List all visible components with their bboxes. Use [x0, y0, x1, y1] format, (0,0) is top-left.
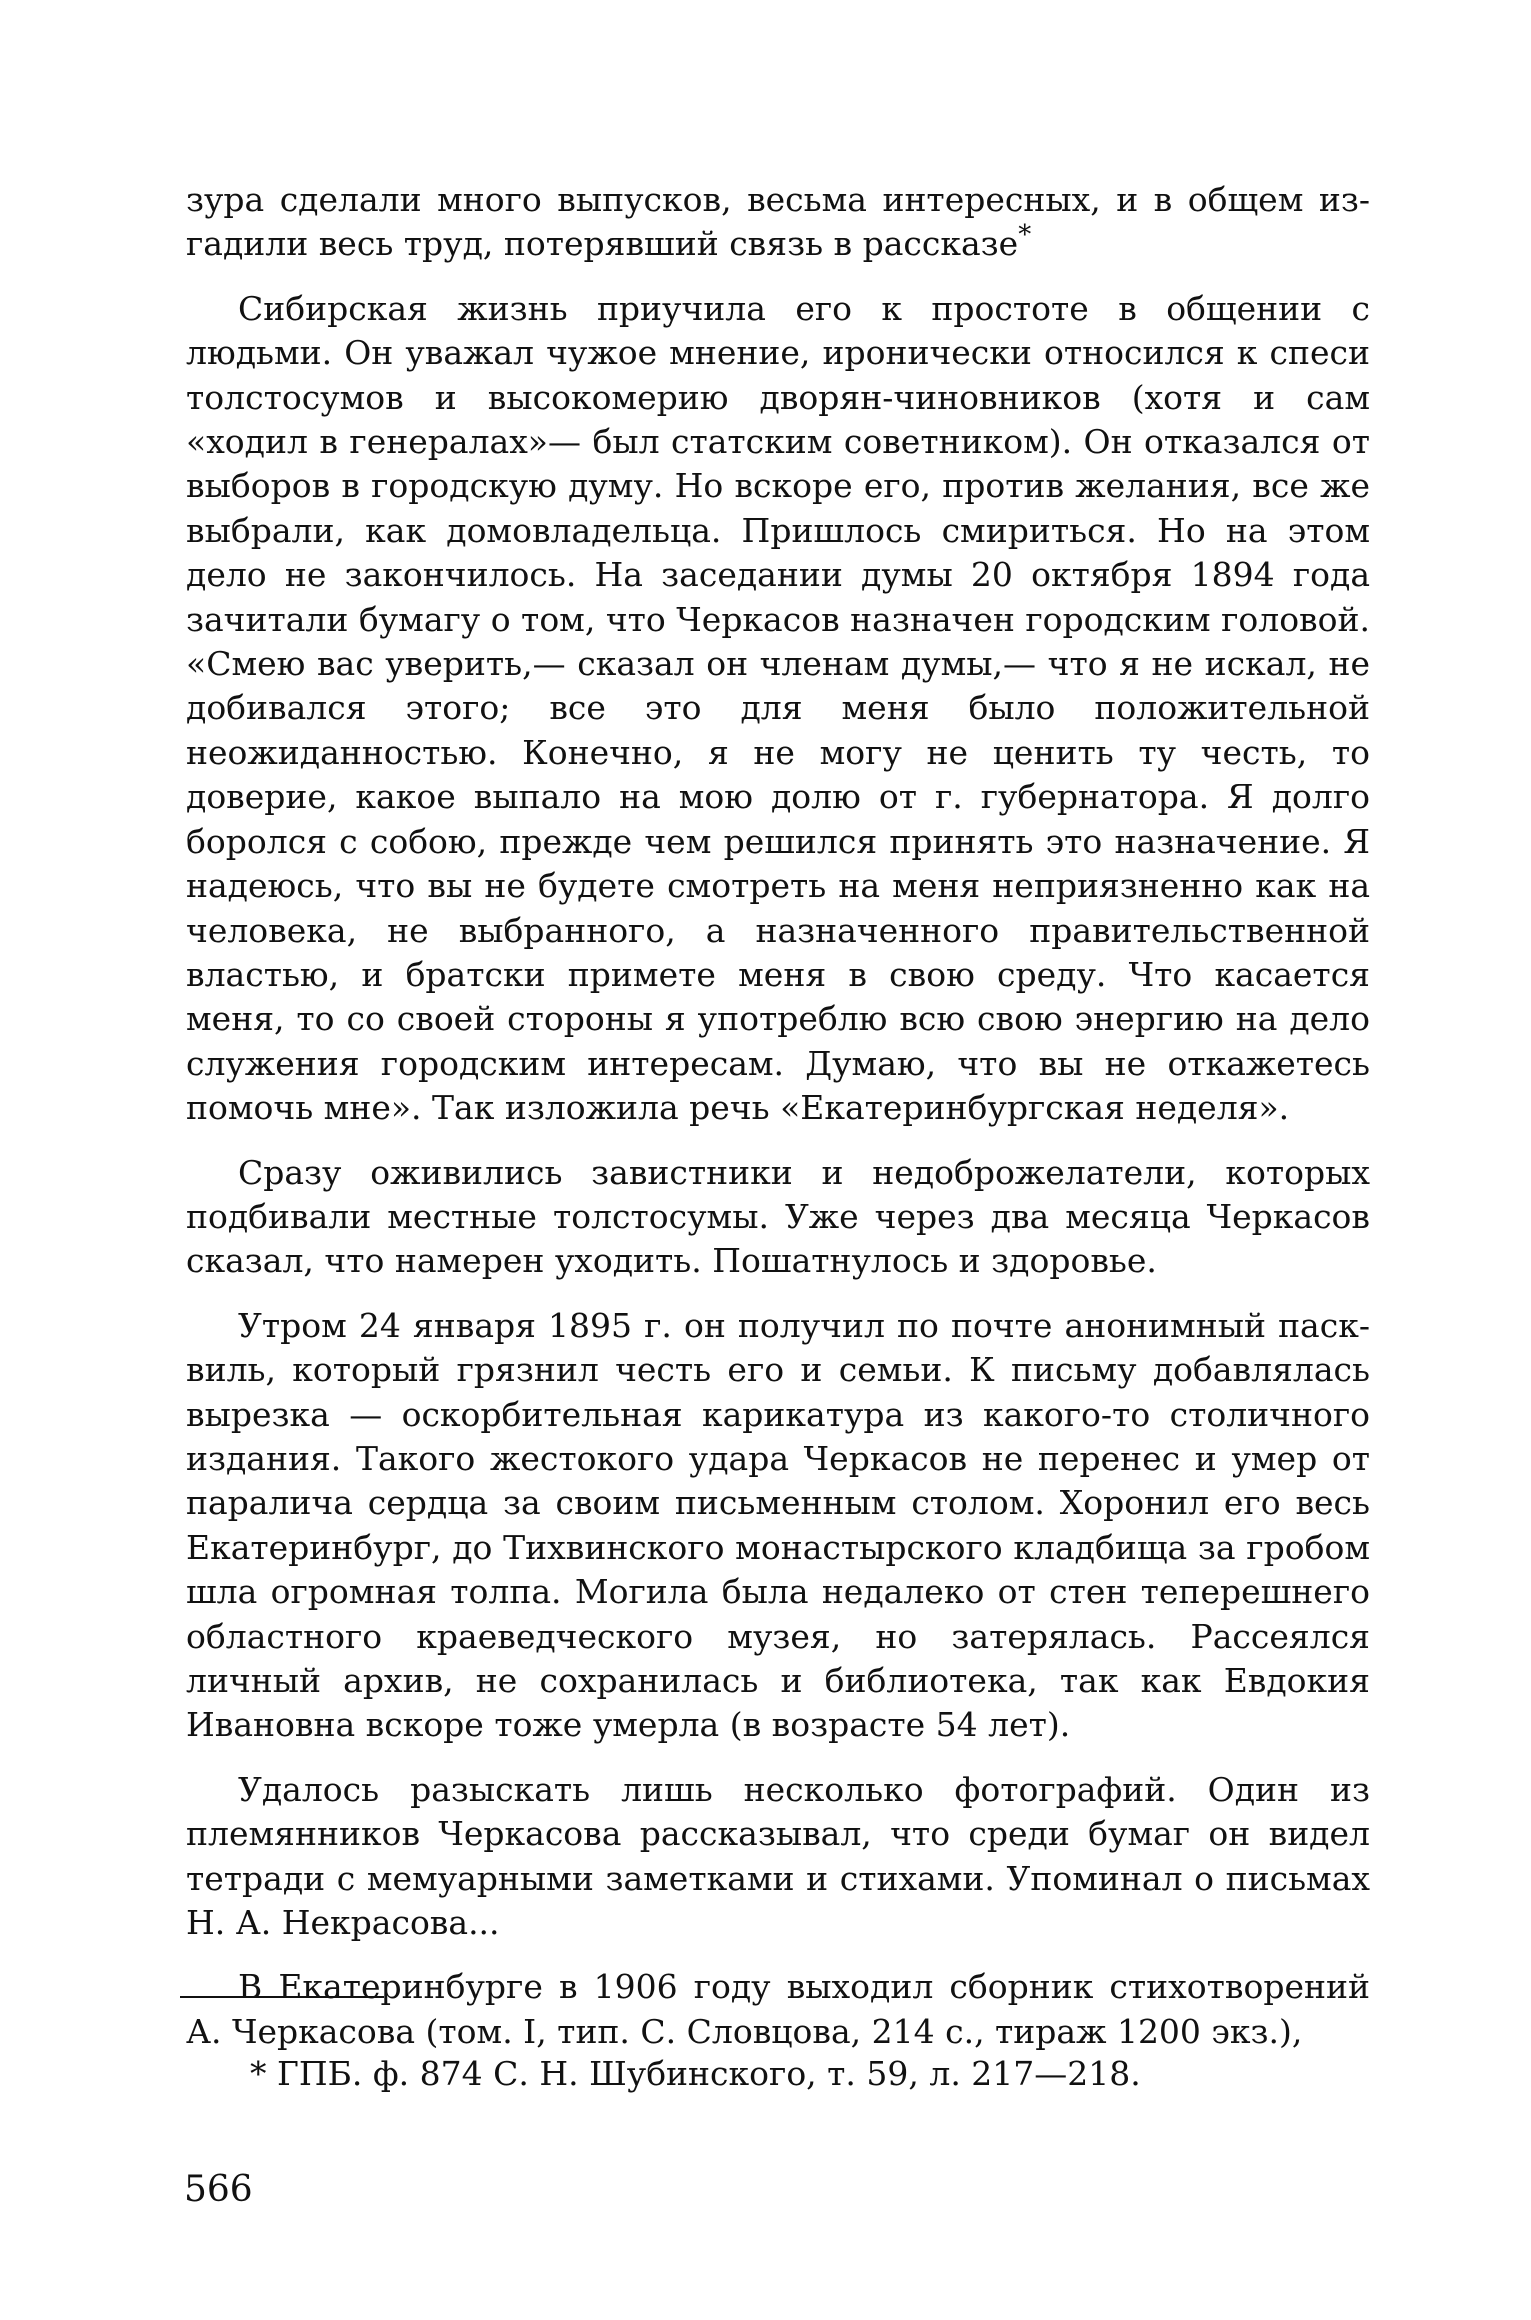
footnote: * ГПБ. ф. 874 С. Н. Шубинского, т. 59, л. 217—218. [250, 2054, 1141, 2093]
footnote-marker: * [1018, 220, 1032, 251]
page-number: 566 [184, 2169, 253, 2210]
paragraph-5: Удалось разыскать лишь несколько фотографий. Один из племянников Черкасова рассказывал, что среди бумаг он видел тетради с мемуарными заметками и стихами. Упоминал о письмах Н. А. Некрасова... [186, 1769, 1370, 1943]
paragraph-6: В Екатеринбурге в 1906 году выходил сборник стихотворений А. Черкасова (том. I, тип. С. Словцова, 214 с., тираж 1200 экз.), [186, 1967, 1370, 2051]
paragraph-1-text: зура сделали много выпусков, весьма интересных, и в общем изгадили весь труд, потерявший связь в рассказе [186, 180, 1370, 264]
body-text [186, 178, 1370, 2054]
footnote-divider [180, 1996, 384, 1998]
paragraph-1 [186, 178, 1370, 267]
paragraph-3: Сразу оживились завистники и недоброжелатели, которых подбивали местные толстосумы. Уже через два месяца Черкасов сказал, что намерен уходить. Пошатнулось и здоровье. [186, 1152, 1370, 1281]
paragraph-4: Утром 24 января 1895 г. он получил по почте анонимный пасквиль, который грязнил честь его и семьи. К письму добавлялась вырезка — оскорбительная карикатура из какого-то столичного издания. Такого жестокого удара Черкасов не перенес и умер от паралича сердца за своим письменным столом. Хоронил его весь Екатеринбург, до Тихвинского монастырского кладбища за гробом шла огромная толпа. Могила была недалеко от стен теперешнего областного краеведческого музея, но затерялась. Рассеялся личный архив, не сохранилась и библиотека, так как Евдокия Ивановна вскоре тоже умерла (в возрасте 54 лет). [186, 1305, 1370, 1745]
paragraph-2: Сибирская жизнь приучила его к простоте в общении с людьми. Он уважал чужое мнение, иронически относился к спеси толстосумов и высокомерию дворян-чиновников (хотя и сам «ходил в генералах»— был статским советником). Он отказался от выборов в городскую думу. Но вскоре его, против желания, все же выбрали, как домовладельца. Пришлось смириться. Но на этом дело не закончилось. На заседании думы 20 октября 1894 года зачитали бумагу о том, что Черкасов назначен городским головой. «Смею вас уверить,— сказал он членам думы,— что я не искал, не добивался этого; все это для меня было положительной неожиданностью. Конечно, я не могу не ценить ту честь, то доверие, какое выпало на мою долю от г. губернатора. Я долго боролся с собою, прежде чем решился принять это назначение. Я надеюсь, что вы не будете смотреть на меня неприязненно как на человека, не выбранного, а назначенного правительственной властью, и братски примете меня в свою среду. Что касается меня, то со своей стороны я употреблю всю свою энергию на дело служения городским интересам. Думаю, что вы не откажетесь помочь мне». Так изложила речь «Екатеринбургская неделя». [186, 288, 1370, 1128]
